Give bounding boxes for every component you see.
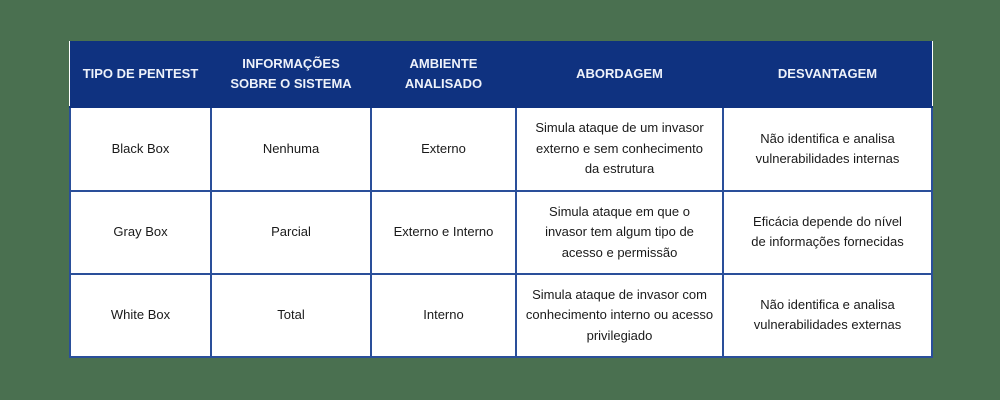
header-text: SOBRE O SISTEMA xyxy=(230,75,352,91)
header-row xyxy=(70,41,932,107)
cell-abordagem: Simula ataque em que o invasor tem algum tipo de acesso e permissão xyxy=(516,191,723,274)
header-desvantagem xyxy=(723,41,932,107)
table-row xyxy=(70,191,932,274)
cell-informacoes: Nenhuma xyxy=(211,107,371,191)
header-text: AMBIENTE xyxy=(409,55,478,71)
cell-desvantagem: Não identifica e analisa vulnerabilidades externas xyxy=(723,274,932,357)
cell-tipo: White Box xyxy=(70,274,211,357)
cell-desvantagem: Eficácia depende do nível de informações fornecidas xyxy=(723,191,932,274)
header-text: DESVANTAGEM xyxy=(777,65,878,81)
table-row xyxy=(70,274,932,357)
cell-tipo: Gray Box xyxy=(70,191,211,274)
cell-desvantagem: Não identifica e analisa vulnerabilidades internas xyxy=(723,107,932,191)
cell-ambiente: Externo e Interno xyxy=(371,191,516,274)
cell-abordagem: Simula ataque de um invasor externo e sem conhecimento da estrutura xyxy=(516,107,723,191)
header-text: TIPO DE PENTEST xyxy=(82,65,199,81)
cell-informacoes: Parcial xyxy=(211,191,371,274)
cell-abordagem: Simula ataque de invasor com conhecimento interno ou acesso privilegiado xyxy=(516,274,723,357)
cell-tipo: Black Box xyxy=(70,107,211,191)
header-text: INFORMAÇÕES xyxy=(242,55,340,71)
pentest-comparison-table xyxy=(69,41,933,358)
header-tipo xyxy=(70,41,211,107)
table-row xyxy=(70,107,932,191)
header-abordagem xyxy=(516,41,723,107)
header-text: ABORDAGEM xyxy=(576,65,663,81)
cell-ambiente: Interno xyxy=(371,274,516,357)
header-informacoes xyxy=(211,41,371,107)
header-ambiente xyxy=(371,41,516,107)
header-text: ANALISADO xyxy=(404,75,483,91)
cell-informacoes: Total xyxy=(211,274,371,357)
cell-ambiente: Externo xyxy=(371,107,516,191)
